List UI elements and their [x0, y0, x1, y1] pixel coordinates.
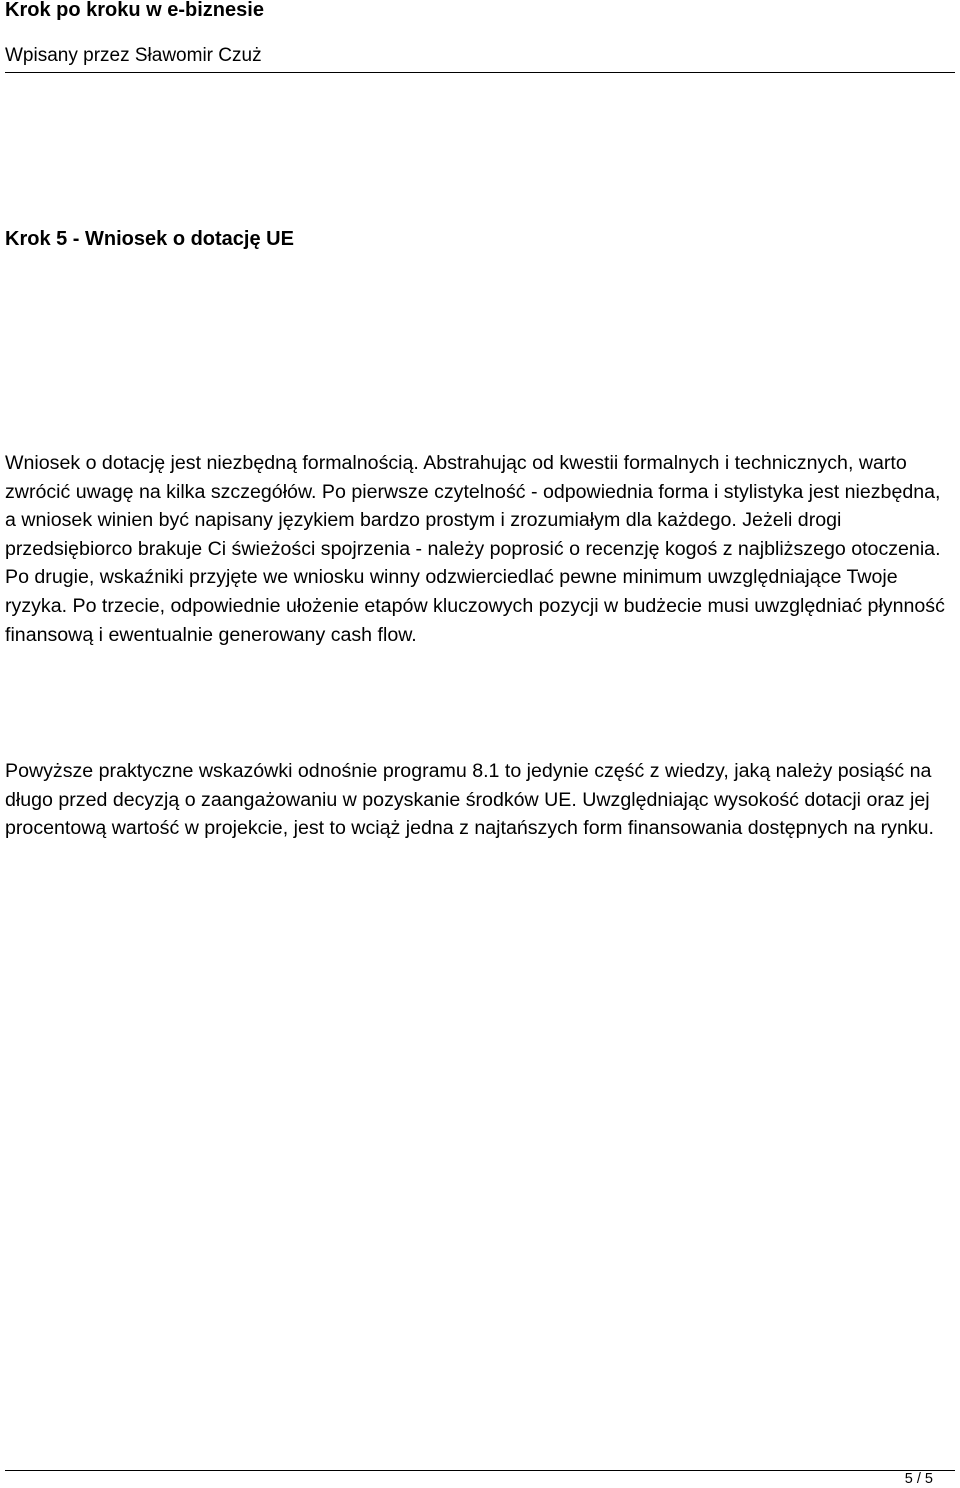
- page-number: 5 / 5: [904, 1471, 933, 1487]
- page-footer: [0, 1460, 960, 1487]
- document-title: Krok po kroku w e-biznesie: [5, 0, 264, 21]
- document-author: Wpisany przez Sławomir Czuż: [5, 45, 262, 66]
- body-paragraph-1: Wniosek o dotację jest niezbędną formalnością. Abstrahując od kwestii formalnych i technicznych, warto zwrócić uwagę na kilka szczegółów. Po pierwsze czytelność - odpowiednia forma i stylistyka jest niezbędna, a wniosek winien być napisany językiem bardzo prostym i zrozumiałym dla każdego. Jeżeli drogi przedsiębiorco brakuje Ci świeżości spojrzenia - należy poprosić o recenzję kogoś z najbliższego otoczenia. Po drugie, wskaźniki przyjęte we wniosku winny odzwierciedlać pewne minimum uwzględniające Twoje ryzyka. Po trzecie, odpowiednie ułożenie etapów kluczowych pozycji w budżecie musi uwzględniać płynność finansową i ewentualnie generowany cash flow.: [5, 452, 945, 646]
- header-divider: [5, 72, 955, 73]
- footer-divider: [5, 1470, 955, 1471]
- body-paragraph-2: Powyższe praktyczne wskazówki odnośnie programu 8.1 to jedynie część z wiedzy, jaką należy posiąść na długo przed decyzją o zaangażowaniu w pozyskanie środków UE. Uwzględniając wysokość dotacji oraz jej procentową wartość w projekcie, jest to wciąż jedna z najtańszych form finansowania dostępnych na rynku.: [5, 760, 934, 840]
- section-heading: Krok 5 - Wniosek o dotację UE: [5, 228, 294, 250]
